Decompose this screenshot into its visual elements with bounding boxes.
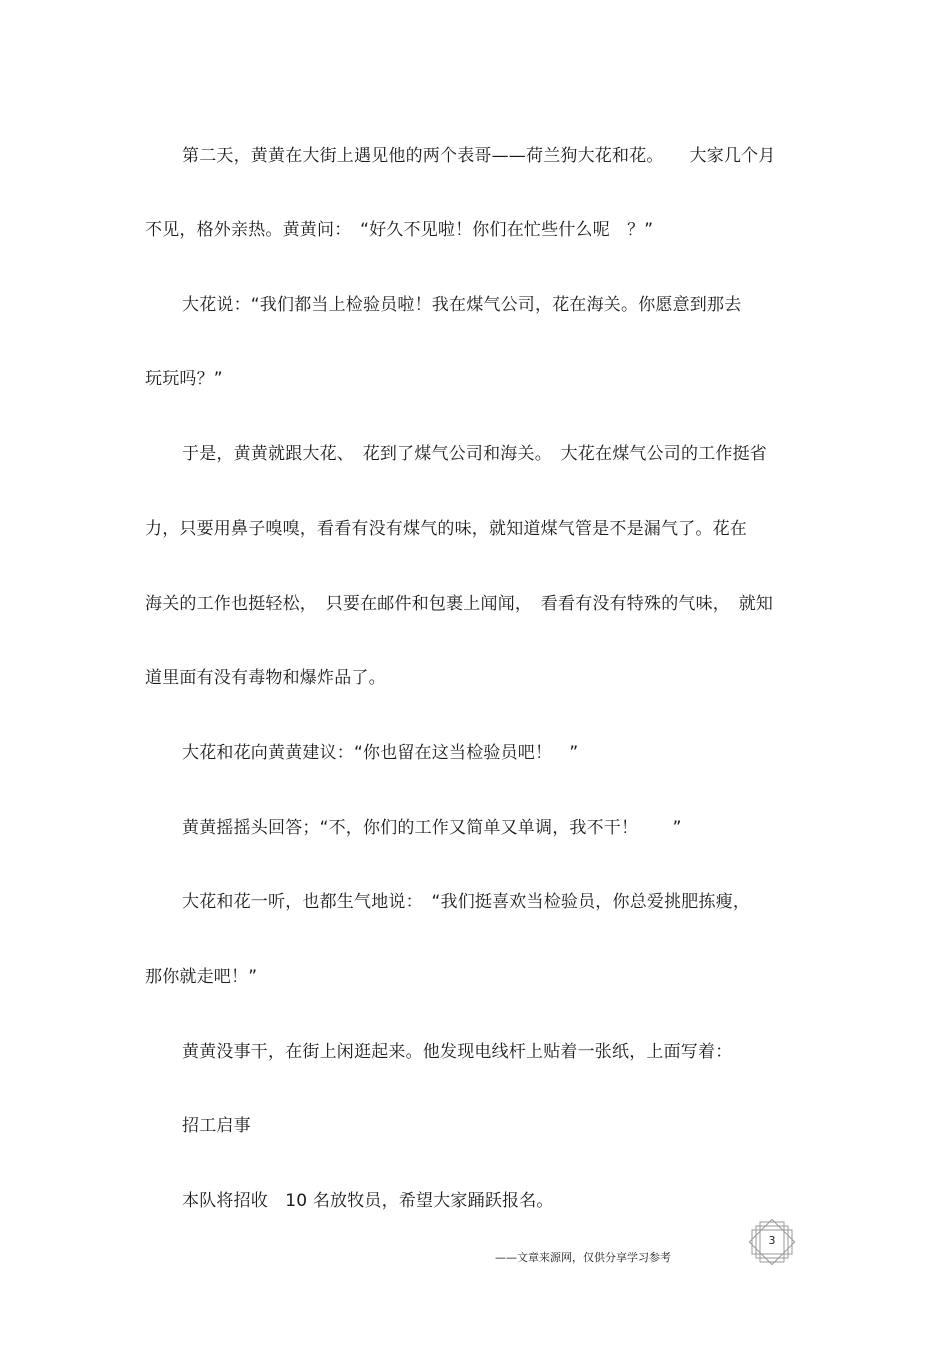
notice-heading: 招工启事 [182,1116,251,1136]
footer-source-note: ——文章来源网，仅供分享学习参考 [495,1251,671,1264]
text-line-5: 于是，黄黄就跟大花、 花到了煤气公司和海关。 大花在煤气公司的工作挺省 [182,444,767,464]
text-line-8: 道里面有没有毒物和爆炸品了。 [145,668,386,688]
text-line-15: 本队将招收 10 名放牧员，希望大家踊跃报名。 [182,1191,554,1211]
text-line-9: 大花和花向黄黄建议：“你也留在这当检验员吧！ ” [182,743,579,763]
text-line-10: 黄黄摇摇头回答；“不，你们的工作又简单又单调，我不干！ ” [182,818,682,838]
text-line-7: 海关的工作也挺轻松， 只要在邮件和包裹上闻闻， 看看有没有特殊的气味， 就知 [145,594,774,614]
text-line-3: 大花说：“我们都当上检验员啦！我在煤气公司，花在海关。你愿意到那去 [182,295,742,315]
text-line-11: 大花和花一听，也都生气地说： “我们挺喜欢当检验员，你总爱挑肥拣瘦， [182,892,751,912]
text-line-4: 玩玩吗？” [145,369,223,389]
text-line-12: 那你就走吧！” [145,967,258,987]
page-number: 3 [768,1234,776,1247]
text-line-6: 力，只要用鼻子嗅嗅，看看有没有煤气的味，就知道煤气管是不是漏气了。花在 [145,519,747,539]
text-line-2: 不见，格外亲热。黄黄问： “好久不见啦！你们在忙些什么呢 ？” [145,220,654,240]
text-line-1: 第二天，黄黄在大街上遇见他的两个表哥——荷兰狗大花和花。 大家几个月 [182,146,776,166]
page-number-badge [747,1219,797,1265]
text-line-13: 黄黄没事干，在街上闲逛起来。他发现电线杆上贴着一张纸，上面写着： [182,1042,733,1062]
